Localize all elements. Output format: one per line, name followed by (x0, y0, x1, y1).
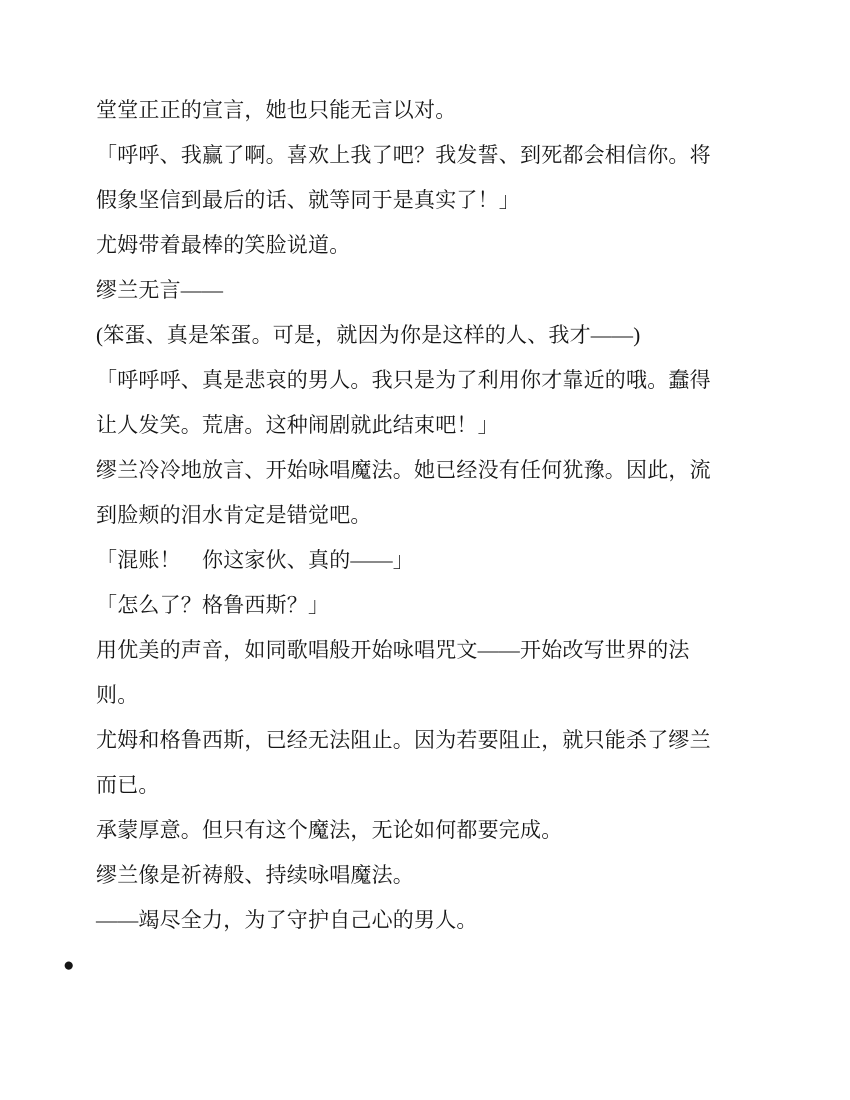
text-line-17: 承蒙厚意。但只有这个魔法，无论如何都要完成。 (96, 818, 563, 842)
text-line-4: 尤姆带着最棒的笑脸说道。 (96, 233, 351, 257)
text-line-16: 而已。 (96, 773, 160, 797)
text-line-19: ——竭尽全力，为了守护自己心的男人。 (96, 908, 478, 932)
text-line-6: (笨蛋、真是笨蛋。可是，就因为你是这样的人、我才——) (96, 323, 641, 347)
text-line-2: 「呼呼、我赢了啊。喜欢上我了吧？我发誓、到死都会相信你。将 (96, 143, 711, 167)
text-line-1: 堂堂正正的宣言，她也只能无言以对。 (96, 98, 457, 122)
text-block (63, 88, 786, 988)
text-line-15: 尤姆和格鲁西斯，已经无法阻止。因为若要阻止，就只能杀了缪兰 (96, 728, 711, 752)
text-line-12: 「怎么了？格鲁西斯？」 (96, 593, 330, 617)
text-line-5: 缪兰无言—— (96, 278, 224, 302)
text-line-9: 缪兰冷冷地放言、开始咏唱魔法。她已经没有任何犹豫。因此，流 (96, 458, 711, 482)
text-line-7: 「呼呼呼、真是悲哀的男人。我只是为了利用你才靠近的哦。蠢得 (96, 368, 711, 392)
section-break-bullet-icon: ● (63, 955, 75, 976)
text-line-13: 用优美的声音，如同歌唱般开始咏唱咒文——开始改写世界的法 (96, 638, 690, 662)
text-line-3: 假象坚信到最后的话、就等同于是真实了！」 (96, 188, 520, 212)
text-line-14: 则。 (96, 683, 139, 707)
text-line-8: 让人发笑。荒唐。这种闹剧就此结束吧！」 (96, 413, 499, 437)
text-line-18: 缪兰像是祈祷般、持续咏唱魔法。 (96, 863, 414, 887)
text-line-11: 「混账！ 你这家伙、真的——」 (96, 548, 414, 572)
text-line-10: 到脸颊的泪水肯定是错觉吧。 (96, 503, 372, 527)
